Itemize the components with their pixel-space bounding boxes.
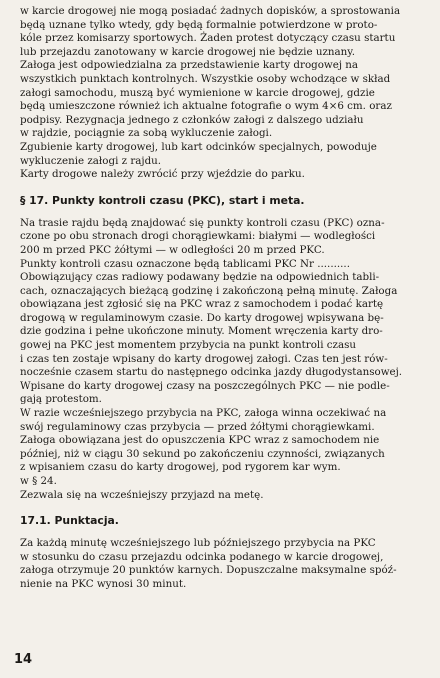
- text-line: gowej na PKC jest momentem przybycia na punkt kontroli czasu: [20, 339, 357, 352]
- section-heading-17-1: 17.1. Punktacja.: [20, 514, 119, 528]
- text-line: wykluczenie załogi z rajdu.: [20, 154, 162, 167]
- text-line: Karty drogowe należy zwrócić przy wjeździe do parku.: [20, 168, 305, 181]
- text-line: Załoga obowiązana jest do opuszczenia KPC wraz z samochodem nie: [20, 434, 380, 447]
- text-line: podpisy. Rezygnacja jednego z członków załogi z dalszego udziału: [20, 113, 364, 126]
- text-line: czone po obu stronach drogi chorągiewkami: białymi — wodległości: [20, 230, 376, 243]
- paragraph-road-card-rules: [20, 5, 412, 182]
- paragraph-scoring: [20, 537, 412, 591]
- text-line: nocześnie czasem startu do następnego odcinka jazdy długodystansowej.: [20, 366, 403, 379]
- paragraph-time-control-points: [20, 217, 412, 502]
- text-line: swój regulaminowy czas przybycia — przed żółtymi chorągiewkami.: [20, 420, 375, 433]
- text-line: i czas ten zostaje wpisany do karty drogowej załogi. Czas ten jest rów-: [20, 352, 388, 365]
- text-line: 200 m przed PKC żółtymi — w odległości 20 m przed PKC.: [20, 243, 325, 256]
- text-line: dzie godzina i pełne ukończone minuty. Moment wręczenia karty dro-: [20, 325, 383, 338]
- text-line: W razie wcześniejszego przybycia na PKC, załoga winna oczekiwać na: [20, 407, 387, 420]
- text-line: drogową w regulaminowym czasie. Do karty drogowej wpisywana bę-: [20, 311, 384, 324]
- section-heading-17: § 17. Punkty kontroli czasu (PKC), start i meta.: [20, 193, 305, 207]
- text-line: w karcie drogowej nie mogą posiadać żadnych dopisków, a sprostowania: [20, 5, 401, 17]
- text-line: w stosunku do czasu przejazdu odcinka podanego w karcie drogowej,: [20, 550, 384, 563]
- text-line: Punkty kontroli czasu oznaczone będą tablicami PKC Nr ..........: [20, 257, 350, 270]
- text-line: Zezwala się na wcześniejszy przyjazd na metę.: [20, 488, 264, 501]
- text-line: Załoga jest odpowiedzialna za przedstawienie karty drogowej na: [20, 59, 359, 72]
- text-line: obowiązana jest zgłosić się na PKC wraz z samochodem i podać kartę: [20, 298, 384, 311]
- text-line: będą umieszczone również ich aktualne fotografie o wym 4×6 cm. oraz: [20, 100, 392, 113]
- text-line: będą uznane tylko wtedy, gdy będą formalnie potwierdzone w proto-: [20, 18, 378, 31]
- page-number: 14: [14, 652, 33, 667]
- text-line: wszystkich punktach kontrolnych. Wszystkie osoby wchodzące w skład: [20, 72, 391, 85]
- text-line: Zgubienie karty drogowej, lub kart odcinków specjalnych, powoduje: [20, 140, 377, 153]
- text-line: nienie na PKC wynosi 30 minut.: [20, 577, 187, 590]
- text-line: Obowiązujący czas radiowy podawany będzie na odpowiednich tabli-: [20, 271, 380, 284]
- text-line: Wpisane do karty drogowej czasy na poszczególnych PKC — nie podle-: [20, 379, 390, 392]
- text-line: z wpisaniem czasu do karty drogowej, pod rygorem kar wym.: [20, 461, 341, 474]
- text-line: w rajdzie, pociągnie za sobą wykluczenie załogi.: [20, 127, 273, 140]
- text-line: lub przejazdu zanotowany w karcie drogowej nie będzie uznany.: [20, 45, 356, 58]
- text-line: załogi samochodu, muszą być wymienione w karcie drogowej, gdzie: [20, 86, 375, 99]
- text-line: gają protestom.: [20, 393, 102, 406]
- text-line: załoga otrzymuje 20 punktów karnych. Dopuszczalne maksymalne spóź-: [20, 564, 397, 577]
- text-line: Na trasie rajdu będą znajdować się punkty kontroli czasu (PKC) ozna-: [20, 216, 385, 229]
- text-line: później, niż w ciągu 30 sekund po zakończeniu czynności, związanych: [20, 447, 385, 460]
- text-line: w § 24.: [20, 475, 57, 487]
- text-line: Za każdą minutę wcześniejszego lub późniejszego przybycia na PKC: [20, 537, 376, 550]
- text-line: cach, oznaczających bieżącą godzinę i zakończoną pełną minutę. Załoga: [20, 284, 398, 297]
- text-line: kóle przez komisarzy sportowych. Żaden protest dotyczący czasu startu: [20, 32, 396, 45]
